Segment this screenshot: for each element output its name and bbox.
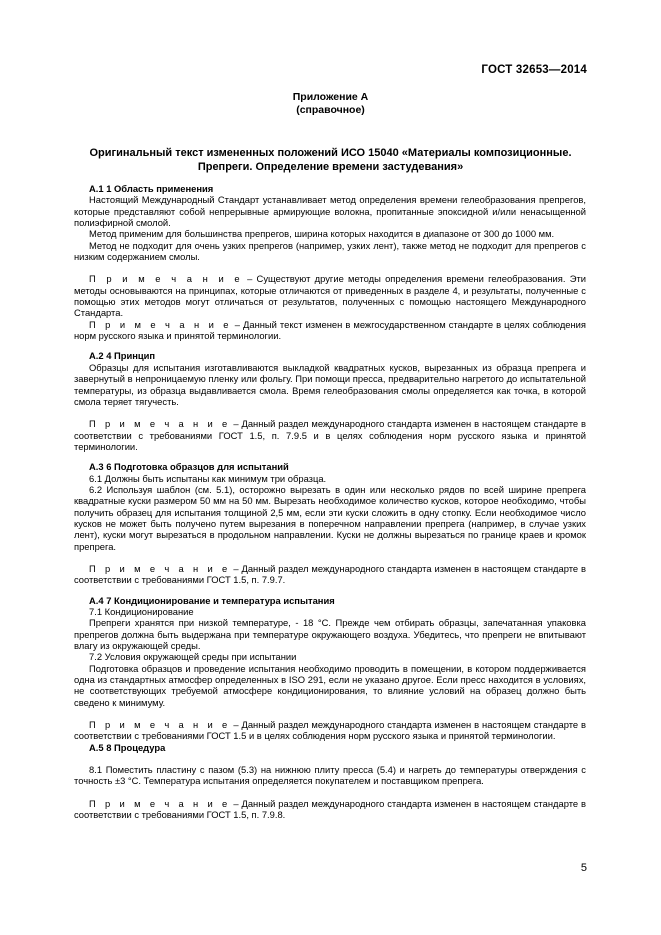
note-label: П р и м е ч а н и е bbox=[89, 719, 231, 731]
section-a3-paragraph-2: 6.2 Используя шаблон (см. 5.1), осторожно вырезать в один или несколько рядов по всей ширине препрега квадратные куски размером 50 мм на 50 мм. Вырезать необходимое количество кусков, которое необходимо, чтобы получить образец для испытания толщиной 2,5 мм, если эти куски сложить в одну стопку. Если необходимое число кусков не может быть получено путем вырезания в поперечном направлении препрега (например, в случае узких лент), куски могут вырезаться в продольном направлении. Куски не должны вырезаться по границе краев и кромок препрега. bbox=[74, 483, 586, 552]
section-a3-heading: А.3 6 Подготовка образцов для испытаний bbox=[89, 461, 289, 473]
section-a2-paragraph-1: Образцы для испытания изготавливаются выкладкой квадратных кусков, вырезанных из образца препрега и завернутый в непроницаемую пленку или фольгу. При помощи пресса, предварительно нагретого до испытательной температуры, из образца выдавливается смола. Время гелеобразования смолы определяется как точка, в которой смола теряет тягучесть. bbox=[74, 361, 586, 407]
section-a4-paragraph-4: Подготовка образцов и проведение испытания необходимо проводить в помещении, в котором поддерживается одна из стандартных атмосфер определенных в ISO 291, если не указано другое. Если пресс находится в условиях, не соответствующих требуемой атмосфере кондиционирования, то влияние условий на образец должно быть сведено к минимуму. bbox=[74, 662, 586, 708]
section-a3-note bbox=[74, 563, 586, 586]
section-a1-paragraph-2: Метод применим для большинства препрегов, ширина которых находится в диапазоне от 300 до 1000 мм. bbox=[89, 228, 555, 240]
note-label: П р и м е ч а н и е bbox=[89, 273, 243, 285]
title-line-2: Препреги. Определение времени застудевания» bbox=[197, 161, 464, 173]
section-a2-note bbox=[74, 418, 586, 452]
section-a1-note-2 bbox=[74, 319, 586, 342]
appendix-type: (справочное) bbox=[296, 104, 365, 116]
note-label: П р и м е ч а н и е bbox=[89, 418, 231, 430]
section-a4-paragraph-2: Препреги хранятся при низкой температуре, - 18 °С. Прежде чем отбирать образцы, запечатанная упаковка препрегов должна быть выдержана при температуре окружающего воздуха. Убедитесь, что препреги не впитывают влагу из окружающей среды. bbox=[74, 617, 586, 652]
section-a2-heading: А.2 4 Принцип bbox=[89, 350, 156, 362]
appendix-label: Приложение А bbox=[292, 91, 369, 103]
note-text: – Данный раздел международного стандарта изменен в настоящем стандарте в соответствии с требованиями ГОСТ 1.5, п. 7.9.5 и в целях соблюдения норм русского языка и принятой терминологии. bbox=[74, 418, 586, 452]
note-text: – Данный раздел международного стандарта изменен в настоящем стандарте в соответствии с требованиями ГОСТ 1.5 и в целях соблюдения норм русского языка и принятой терминологии. bbox=[74, 719, 586, 742]
note-label: П р и м е ч а н и е bbox=[89, 562, 231, 574]
section-a5-paragraph-1: 8.1 Поместить пластину с пазом (5.3) на нижнюю плиту пресса (5.4) и нагреть до температуры отверждения с точность ±3 °С. Температура испытания определяется покупателем и поставщиком препрега. bbox=[74, 764, 586, 787]
title-line-1: Оригинальный текст измененных положений ИСО 15040 «Материалы композиционные. bbox=[89, 147, 572, 159]
document-title bbox=[60, 146, 601, 174]
note-label: П р и м е ч а н и е bbox=[89, 797, 231, 809]
section-a1-paragraph-1: Настоящий Международный Стандарт устанавливает метод определения времени гелеобразования препрегов, которые представляют собой непрерывные армирующие волокна, пропитанные эпоксидной и/или ненасыщенной полиэфирной смолой. bbox=[74, 194, 586, 229]
document-code: ГОСТ 32653—2014 bbox=[481, 64, 587, 76]
note-text: – Данный текст изменен в межгосударственном стандарте в целях соблюдения норм русского языка и принятой терминологии. bbox=[74, 318, 586, 342]
note-text: – Существуют другие методы определения времени гелеобразования. Эти методы основываются на принципах, которые отличаются от приведенных в разделе 4, и результаты, полученные с помощью этих методов могут отличаться от результатов, полученных с помощью настоящего Международного Стандарта. bbox=[74, 273, 586, 319]
appendix-heading bbox=[0, 91, 661, 117]
section-a1-note-1 bbox=[74, 273, 586, 318]
note-label: П р и м е ч а н и е bbox=[89, 318, 232, 330]
section-a4-heading: А.4 7 Кондиционирование и температура испытания bbox=[89, 594, 335, 606]
section-a1-paragraph-3: Метод не подходит для очень узких препрегов (например, узких лент), также метод не подходит для препрегов с низким содержанием смолы. bbox=[74, 239, 586, 263]
section-a3-paragraph-1: 6.1 Должны быть испытаны как минимум три образца. bbox=[89, 472, 327, 484]
section-a4-note bbox=[74, 719, 586, 742]
section-a1-heading: А.1 1 Область применения bbox=[89, 183, 214, 194]
section-a4-paragraph-1: 7.1 Кондиционирование bbox=[89, 606, 194, 617]
document-body bbox=[74, 183, 586, 821]
section-a5-note bbox=[74, 798, 586, 821]
note-text: – Данный раздел международного стандарта изменен в настоящем стандарте в соответствии с требованиями ГОСТ 1.5, п. 7.9.8. bbox=[74, 797, 586, 821]
page-number: 5 bbox=[580, 862, 587, 874]
section-a5-heading: А.5 8 Процедура bbox=[89, 741, 166, 753]
section-a4-paragraph-3: 7.2 Условия окружающей среды при испытании bbox=[89, 651, 297, 663]
note-text: – Данный раздел международного стандарта изменен в настоящем стандарте в соответствии с требованиями ГОСТ 1.5, п. 7.9.7. bbox=[74, 562, 586, 586]
